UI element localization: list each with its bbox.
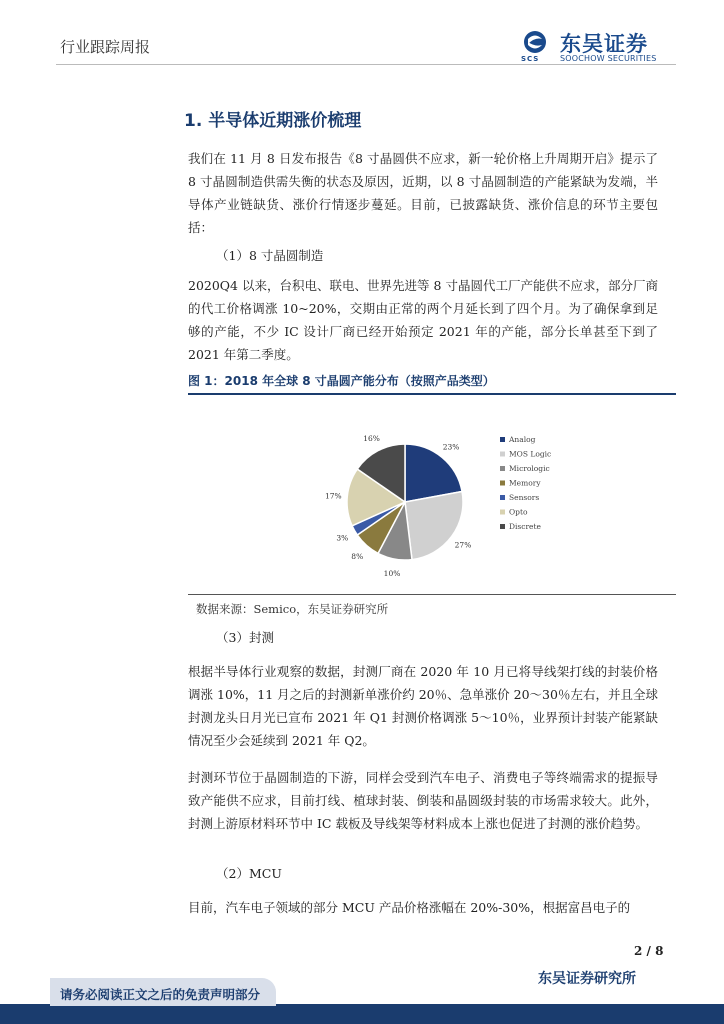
legend-swatch	[500, 437, 505, 442]
company-logo	[520, 30, 680, 64]
legend-label: Sensors	[509, 493, 540, 502]
footer-institute: 东吴证券研究所	[538, 971, 636, 987]
pie-data-label: 8%	[351, 551, 364, 561]
figure-top-rule	[188, 393, 676, 395]
legend-swatch	[500, 524, 505, 529]
figure-source: 数据来源：Semico，东吴证券研究所	[196, 602, 389, 616]
legend-swatch	[500, 452, 505, 457]
legend-label: Micrologic	[509, 464, 550, 473]
legend-label: Memory	[509, 478, 541, 488]
pie-data-label: 17%	[324, 491, 342, 501]
legend-swatch	[500, 481, 505, 486]
pie-data-label: 3%	[336, 533, 349, 543]
subsection-packaging: （3）封测	[216, 630, 274, 645]
disclaimer-text: 请务必阅读正文之后的免责声明部分	[60, 987, 261, 1002]
legend-swatch	[500, 495, 505, 500]
legend-label: MOS Logic	[509, 449, 552, 459]
subsection-mcu: （2）MCU	[216, 866, 282, 881]
page-number: 2 / 8	[634, 944, 664, 958]
logo-name-cn: 东吴证券	[560, 32, 648, 56]
packaging-paragraph-2: 封测环节位于晶圆制造的下游，同样会受到汽车电子、消费电子等终端需求的提振导致产能供不应求，目前打线、植球封装、倒装和晶圆级封装的市场需求较大。此外，封测上游原材料环节中 IC 载板及导线架等材料成本上涨也促进了封测的涨价趋势。	[188, 770, 658, 831]
mcu-paragraph: 目前，汽车电子领域的部分 MCU 产品价格涨幅在 20%-30%，根据富昌电子的	[188, 900, 631, 915]
legend-label: Opto	[509, 507, 528, 517]
logo-abbr: SCS	[521, 55, 540, 63]
section-title: 1. 半导体近期涨价梳理	[184, 111, 362, 131]
subsection-wafer: （1）8 寸晶圆制造	[216, 248, 324, 263]
pie-data-label: 27%	[454, 540, 472, 550]
packaging-paragraph-1: 根据半导体行业观察的数据，封测厂商在 2020 年 10 月已将导线架打线的封装价格调涨 10%，11 月之后的封测新单涨价约 20％、急单涨价 20～30％左右，并且全球封测龙头日月光已宣布 2021 年 Q1 封测价格调涨 5～10％，业界预计封装产能紧缺情况至少会延续到 2021 年 Q2。	[188, 664, 658, 748]
header-divider	[56, 64, 676, 65]
pie-data-label: 23%	[442, 442, 460, 452]
figure-title: 图 1：2018 年全球 8 寸晶圆产能分布（按照产品类型）	[188, 374, 495, 388]
legend-swatch	[500, 510, 505, 515]
figure-bottom-rule	[188, 594, 676, 595]
legend-swatch	[500, 466, 505, 471]
intro-paragraph: 我们在 11 月 8 日发布报告《8 寸晶圆供不应求，新一轮价格上升周期开启》提示了 8 寸晶圆制造供需失衡的状态及原因，近期，以 8 寸晶圆制造的产能紧缺为发端，半导体产业链缺货、涨价行情逐步蔓延。目前，已披露缺货、涨价信息的环节主要包括：	[188, 151, 658, 235]
report-type-label: 行业跟踪周报	[60, 38, 151, 56]
legend-label: Discrete	[509, 522, 541, 531]
logo-name-en: SOOCHOW SECURITIES	[560, 54, 657, 63]
pie-data-label: 10%	[383, 568, 401, 578]
legend-label: Analog	[509, 435, 536, 444]
pie-chart	[310, 412, 610, 584]
wafer-paragraph: 2020Q4 以来，台积电、联电、世界先进等 8 寸晶圆代工厂产能供不应求，部分厂商的代工价格调涨 10~20%，交期由正常的两个月延长到了四个月。为了确保拿到足够的产能，不少 IC 设计厂商已经开始预定 2021 年的产能，部分长单甚至下到了 2021 年第二季度。	[188, 278, 658, 362]
pie-data-label: 16%	[363, 434, 380, 444]
footer-band	[0, 1004, 724, 1024]
